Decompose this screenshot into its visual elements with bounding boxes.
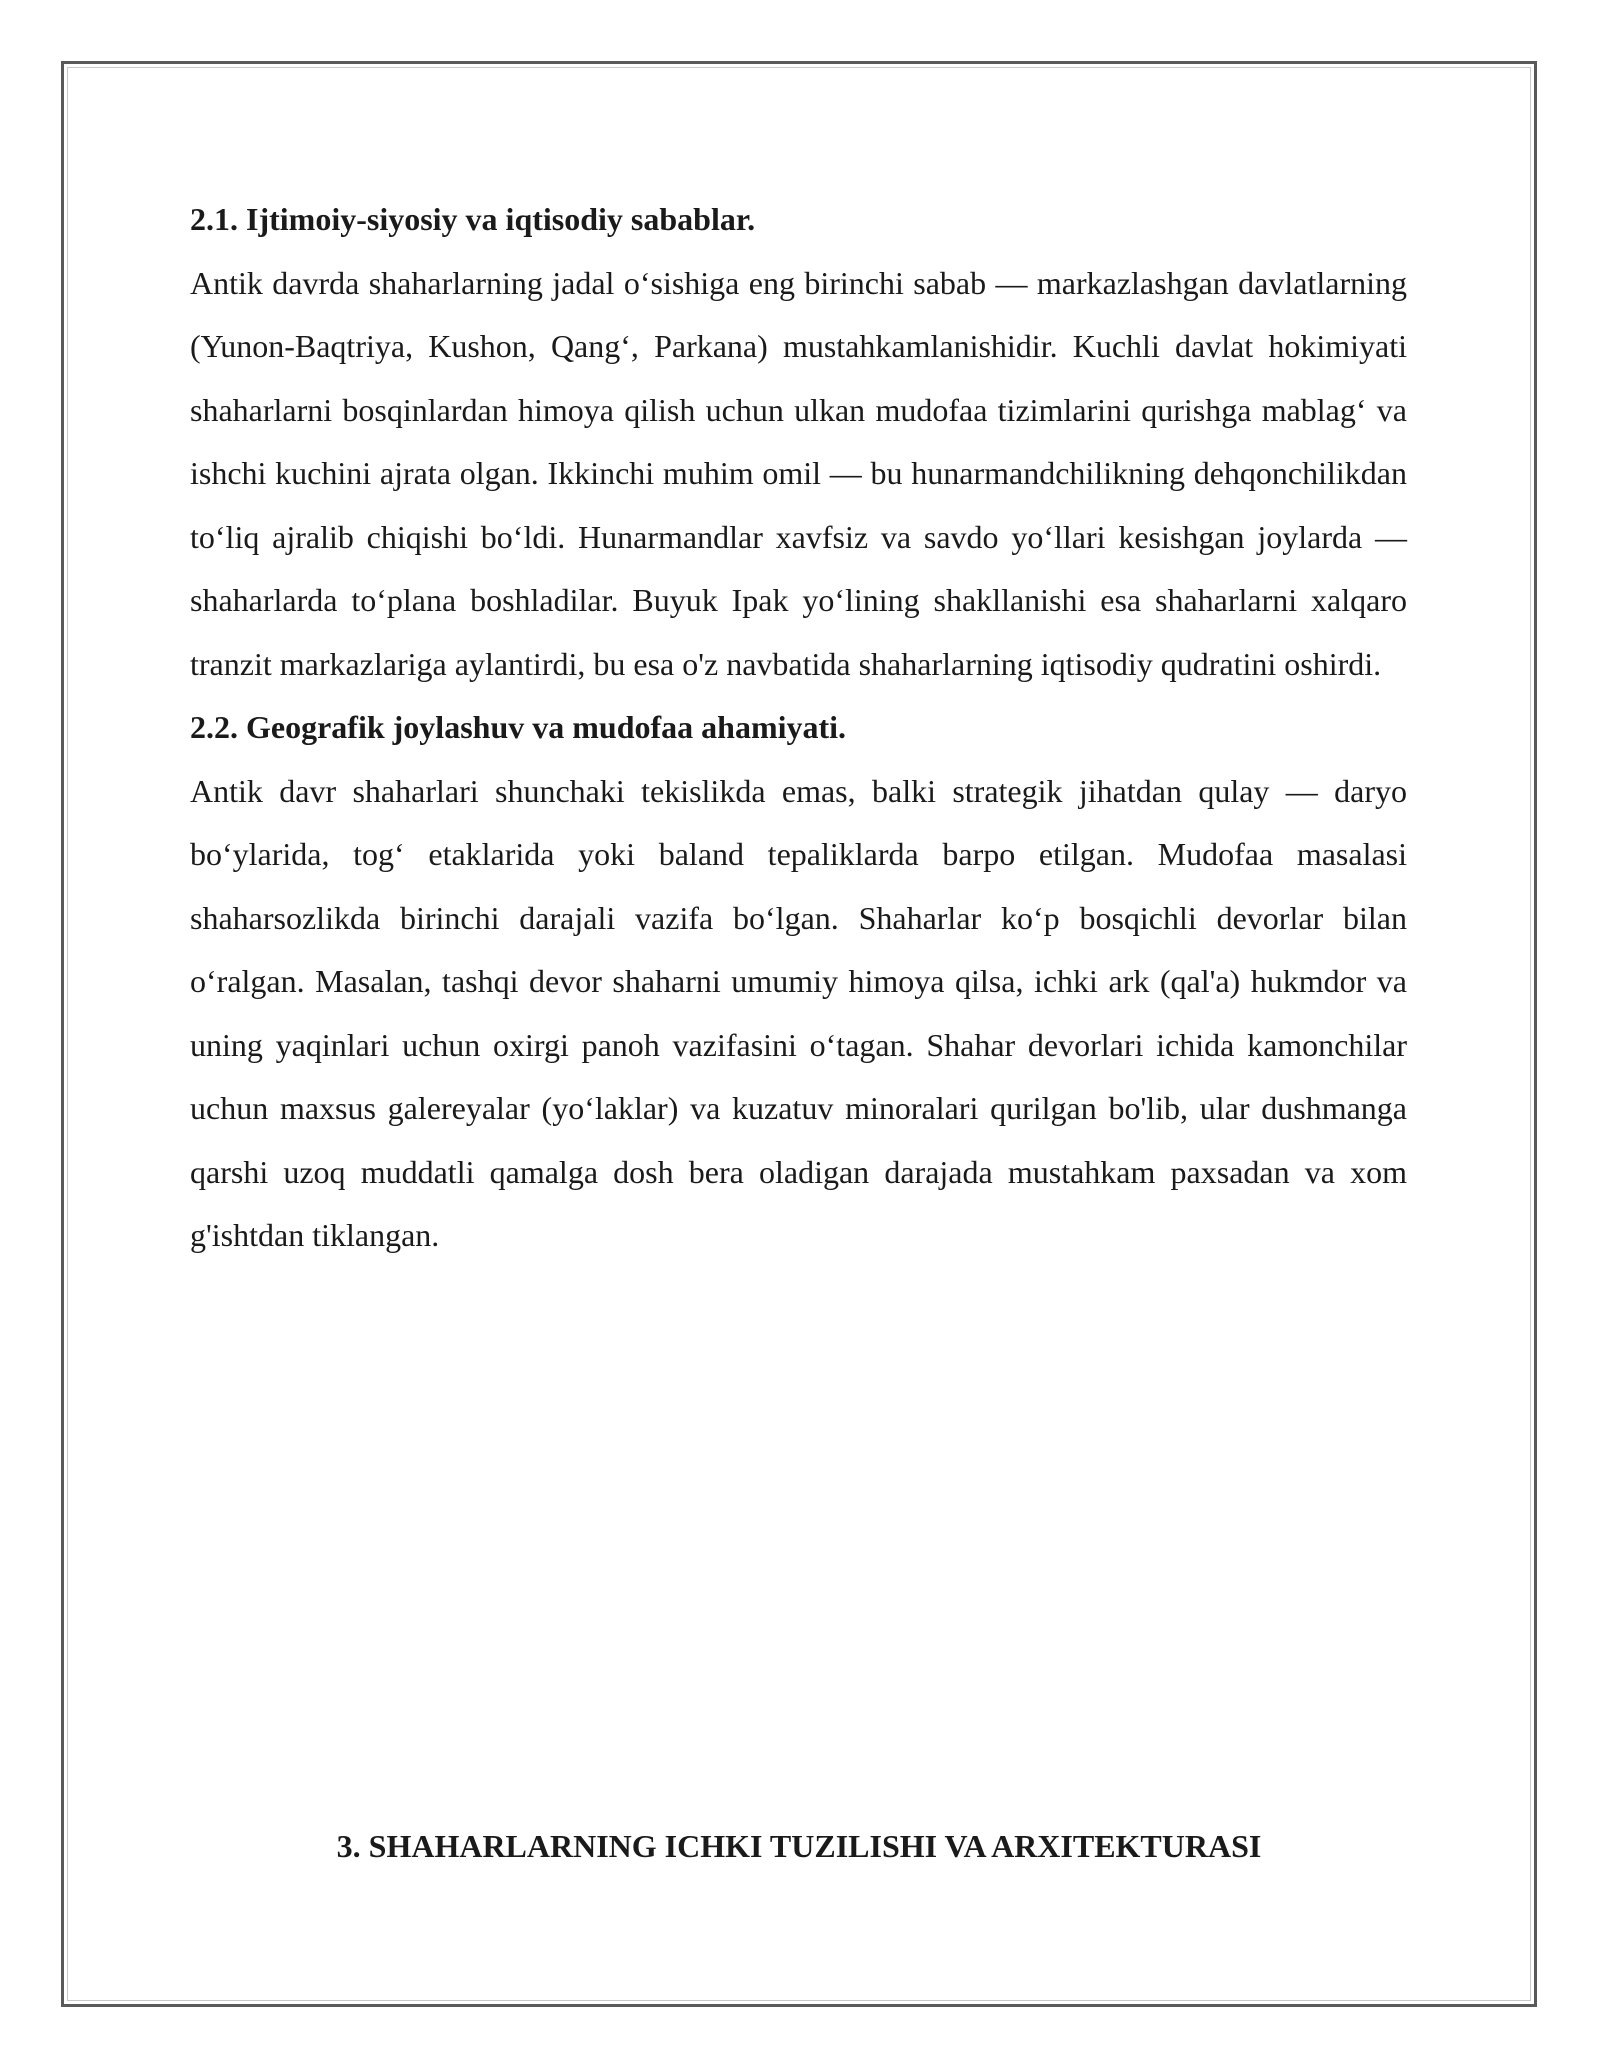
document-body: [190, 188, 1407, 1268]
section-paragraph-2-2: Antik davr shaharlari shunchaki tekislikda emas, balki strategik jihatdan qulay — daryo bo‘ylarida, tog‘ etaklarida yoki baland tepaliklarda barpo etilgan. Mudofaa masalasi shaharsozlikda birinchi darajali vazifa bo‘lgan. Shaharlar ko‘p bosqichli devorlar bilan o‘ralgan. Masalan, tashqi devor shaharni umumiy himoya qilsa, ichki ark (qal'a) hukmdor va uning yaqinlari uchun oxirgi panoh vazifasini o‘tagan. Shahar devorlari ichida kamonchilar uchun maxsus galereyalar (yo‘laklar) va kuzatuv minoralari qurilgan bo'lib, ular dushmanga qarshi uzoq muddatli qamalga dosh bera oladigan darajada mustahkam paxsadan va xom g'ishtdan tiklangan.: [190, 772, 1407, 1253]
chapter-title: 3. SHAHARLARNING ICHKI TUZILISHI VA ARXITEKTURASI: [336, 1828, 1262, 1864]
section-paragraph-2-1: Antik davrda shaharlarning jadal o‘sishiga eng birinchi sabab — markazlashgan davlatlarning (Yunon-Baqtriya, Kushon, Qang‘, Parkana) mustahkamlanishidir. Kuchli davlat hokimiyati shaharlarni bosqinlardan himoya qilish uchun ulkan mudofaa tizimlarini qurishga mablag‘ va ishchi kuchini ajrata olgan. Ikkinchi muhim omil — bu hunarmandchilikning dehqonchilikdan to‘liq ajralib chiqishi bo‘ldi. Hunarmandlar xavfsiz va savdo yo‘llari kesishgan joylarda — shaharlarda to‘plana boshladilar. Buyuk Ipak yo‘lining shakllanishi esa shaharlarni xalqaro tranzit markazlariga aylantirdi, bu esa o'z navbatida shaharlarning iqtisodiy qudratini oshirdi.: [190, 264, 1407, 682]
section-heading-2-1: 2.1. Ijtimoiy-siyosiy va iqtisodiy sabablar.: [190, 201, 756, 237]
section-heading-2-2: 2.2. Geografik joylashuv va mudofaa ahamiyati.: [190, 709, 847, 745]
